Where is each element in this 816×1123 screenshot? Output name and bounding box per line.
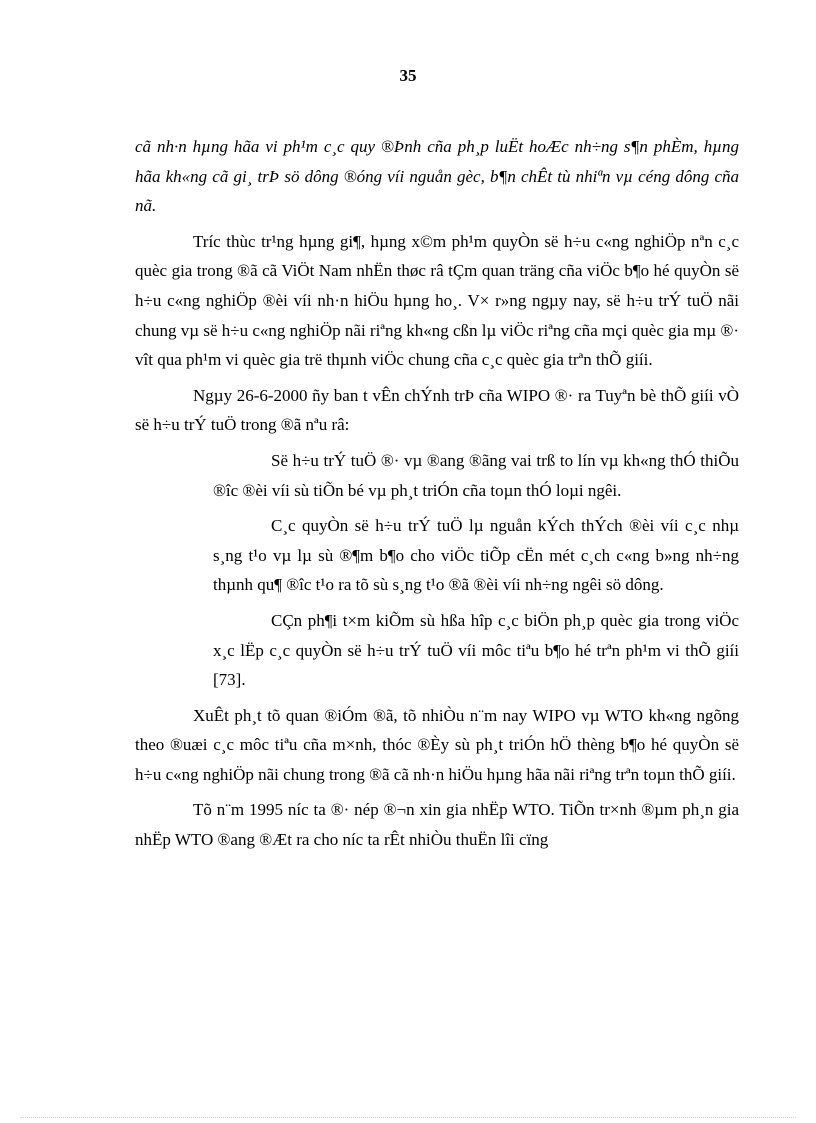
page-bottom-divider <box>20 1117 796 1118</box>
paragraph-continuation: cã nh·n hµng hãa vi ph¹m c¸c quy ®Þnh cña ph¸p luËt hoÆc nh÷ng s¶n phÈm, hµng hãa kh«ng cã gi¸ trÞ sö dông ®óng víi nguån gèc, b¶n chÊt tù nhiªn vµ céng dông cña nã. <box>135 137 739 216</box>
paragraph-counterfeit-context: Tríc thùc tr¹ng hµng gi¶, hµng x©m ph¹m quyÒn së h÷u c«ng nghiÖp nªn c¸c quèc gia trong ®ã cã ViÖt Nam nhËn thøc râ tÇm quan träng cña viÖc b¶o hé quyÒn së h÷u c«ng nghiÖp ®èi víi nh·n hiÖu hµng ho¸. V× r»ng ngµy nay, së h÷u trÝ tuÖ nãi chung vµ së h÷u c«ng nghiÖp nãi riªng kh«ng cßn lµ viÖc riªng cña mçi quèc gia mµ ®· vît qua ph¹m vi quèc gia trë thµnh viÖc chung cña c¸c quèc gia trªn thÕ giíi. <box>135 231 739 370</box>
page-number: 35 <box>399 66 417 85</box>
quote-item-3: CÇn ph¶i t×m kiÕm sù hßa hîp c¸c biÖn ph¸p quèc gia trong viÖc x¸c lËp c¸c quyÒn së h÷u trÝ tuÖ víi môc tiªu b¶o hé trªn ph¹m vi thÕ giíi [73]. <box>213 610 739 690</box>
quote-item-2: C¸c quyÒn së h÷u trÝ tuÖ lµ nguån kÝch thÝch ®èi víi c¸c nhµ s¸ng t¹o vµ lµ sù ®¶m b¶o cho viÖc tiÕp cËn mét c¸ch c«ng b»ng nh÷ng thµnh qu¶ ®îc t¹o ra tõ sù s¸ng t¹o ®ã ®èi víi nh÷ng ngêi sö dông. <box>213 516 739 595</box>
paragraph-wto-accession: Tõ n¨m 1995 níc ta ®· nép ®¬n xin gia nhËp WTO. TiÕn tr×nh ®µm ph¸n gia nhËp WTO ®ang ®Æt ra cho níc ta rÊt nhiÒu thuËn lîi cïng <box>135 800 739 850</box>
quote-item-1: Së h÷u trÝ tuÖ ®· vµ ®ang ®ãng vai trß to lín vµ kh«ng thÓ thiÕu ®îc ®èi víi sù tiÕn bé vµ ph¸t triÓn cña toµn thÓ loµi ngêi. <box>213 450 739 500</box>
paragraph-wipo-declaration: Ngµy 26-6-2000 ñy ban t vÊn chÝnh trÞ cña WIPO ®· ra Tuyªn bè thÕ giíi vÒ së h÷u trÝ tuÖ trong ®ã nªu râ: <box>135 385 739 435</box>
paragraph-wipo-wto-goals: XuÊt ph¸t tõ quan ®iÓm ®ã, tõ nhiÒu n¨m nay WIPO vµ WTO kh«ng ngõng theo ®uæi c¸c môc tiªu cña m×nh, thóc ®Èy sù ph¸t triÓn hÖ thèng b¶o hé quyÒn së h÷u c«ng nghiÖp nãi chung trong ®ã cã nh·n hiÖu hµng hãa nãi riªng trªn toµn thÕ giíi. <box>135 705 739 784</box>
page-body <box>135 132 739 861</box>
